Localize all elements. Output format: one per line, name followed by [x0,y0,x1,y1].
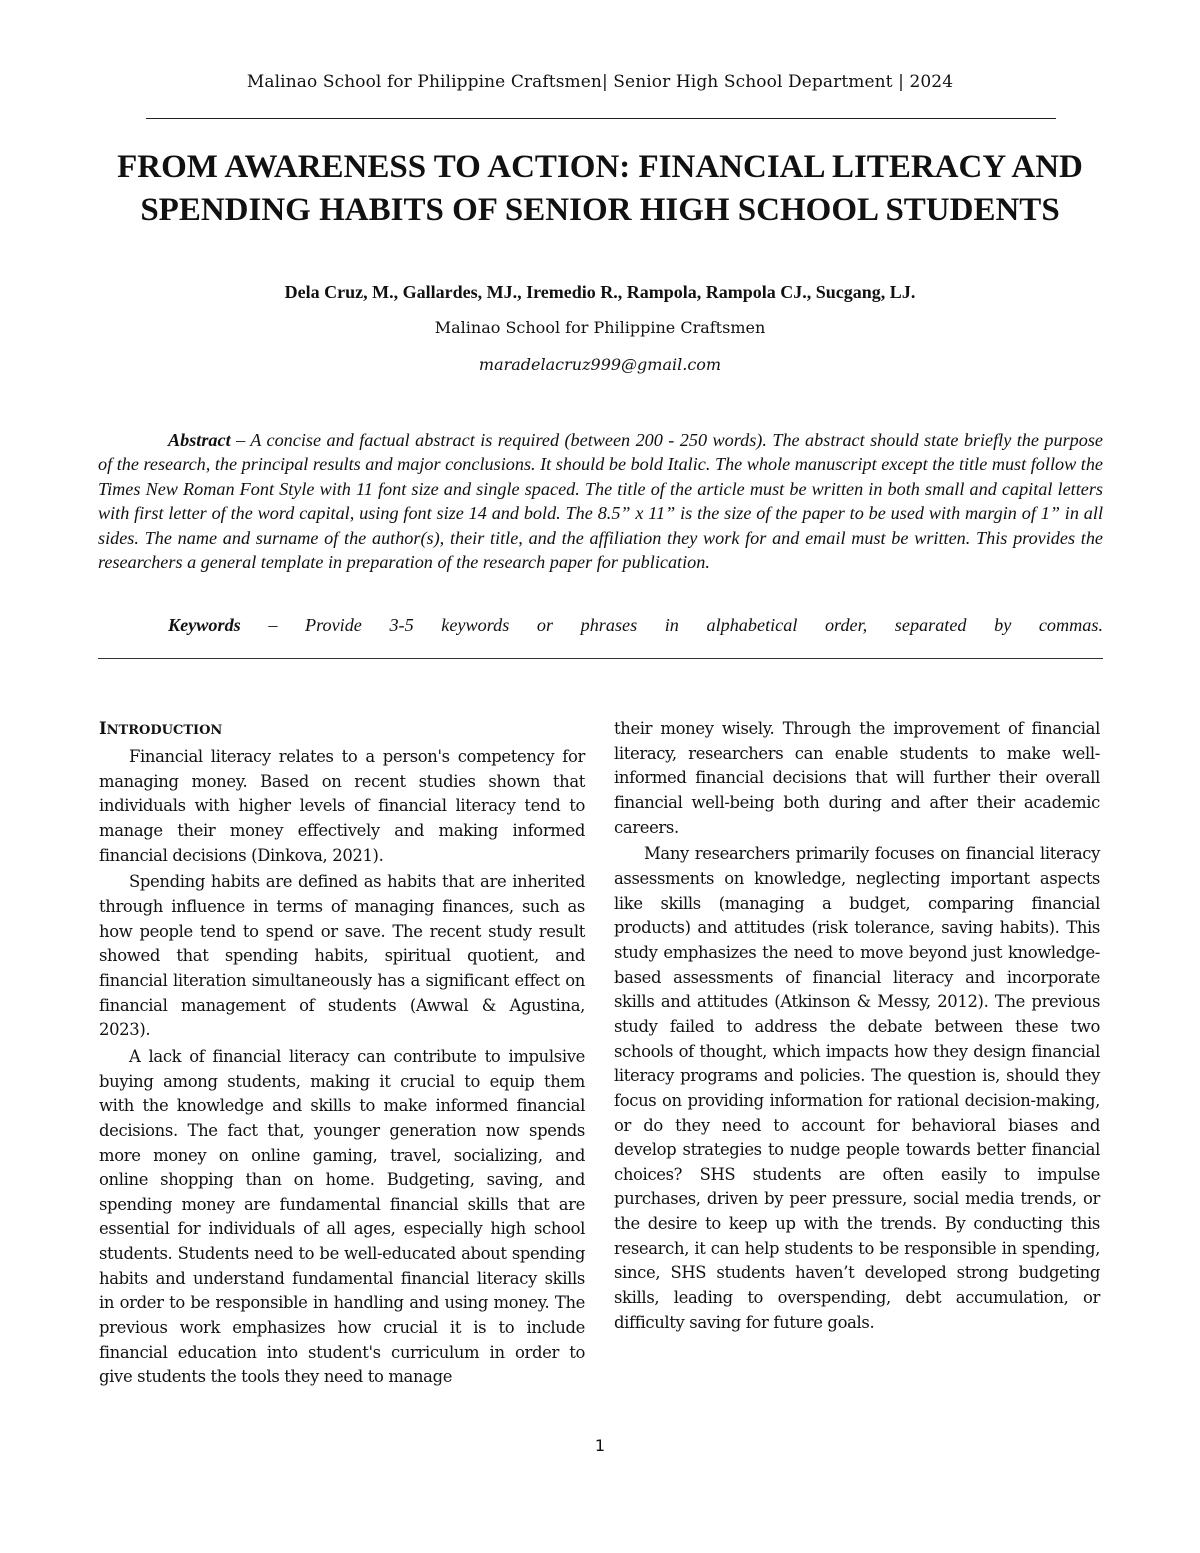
body-paragraph: Financial literacy relates to a person's competency for managing money. Based on recent studies shown that individuals with higher levels of financial literacy tend to manage their money effectively and making informed financial decisions (Dinkova, 2021). [99,747,585,865]
body-paragraph: Spending habits are defined as habits that are inherited through influence in terms of managing finances, such as how people tend to spend or save. The recent study result showed that spending habits, spiritual quotient, and financial literation simultaneously has a significant effect on financial management of students (Awwal & Agustina, 2023). [99,872,585,1040]
page-number: 1 [594,1436,606,1455]
abstract-label: Abstract [168,430,231,450]
right-column [614,717,1100,1335]
keywords-text: – Provide 3-5 keywords or phrases in alphabetical order, separated by commas. [240,615,1103,635]
paper-title: FROM AWARENESS TO ACTION: FINANCIAL LITERACY AND SPENDING HABITS OF SENIOR HIGH SCHOOL STUDENTS [117,149,1083,228]
author-list: Dela Cruz, M., Gallardes, MJ., Iremedio R., Rampola, Rampola CJ., Sucgang, LJ. [284,282,916,302]
author-email: maradelacruz999@gmail.com [478,355,722,374]
body-paragraph: Many researchers primarily focuses on financial literacy assessments on knowledge, neglecting important aspects like skills (managing a budget, comparing financial products) and attitudes (risk tolerance, saving habits). This study emphasizes the need to move beyond just knowledge-based assessments of financial literacy and incorporate skills and attitudes (Atkinson & Messy, 2012). The previous study failed to address the debate between these two schools of thought, which impacts how they design financial literacy programs and policies. The question is, should they focus on providing information for rational decision-making, or do they need to account for behavioral biases and develop strategies to nudge people towards better financial choices? SHS students are often easily to impulse purchases, driven by peer pressure, social media trends, or the desire to keep up with the trends. By conducting this research, it can help students to be responsible in spending, since, SHS students haven’t developed strong budgeting skills, leading to overspending, debt accumulation, or difficulty saving for future goals. [614,844,1100,1332]
header-divider [146,118,1056,119]
body-paragraph: A lack of financial literacy can contribute to impulsive buying among students, making it crucial to equip them with the knowledge and skills to make informed financial decisions. The fact that, younger generation now spends more money on online gaming, travel, socializing, and online shopping than on home. Budgeting, saving, and spending money are fundamental financial skills that are essential for individuals of all ages, especially high school students. Students need to be well-educated about spending habits and understand fundamental financial literacy skills in order to be responsible in handling and using money. The previous work emphasizes how crucial it is to include financial education into student's curriculum in order to give students the tools they need to manage [99,1046,585,1387]
keywords-label: Keywords [168,615,241,635]
abstract-text: – A concise and factual abstract is required (between 200 - 250 words). The abstract should state briefly the purpose of the research, the principal results and major conclusions. It should be bold Italic. The whole manuscript except the title must follow the Times New Roman Font Style with 11 font size and single spaced. The title of the article must be written in both small and capital letters with first letter of the word capital, using font size 14 and bold. The 8.5” x 11” is the size of the paper to be used with margin of 1” in all sides. The name and surname of the author(s), their title, and the affiliation they work for and email must be written. This provides the researchers a general template in preparation of the research paper for publication. [98,430,1103,573]
body-paragraph: their money wisely. Through the improvement of financial literacy, researchers can enable students to make well-informed financial decisions that will further their overall financial well-being both during and after their academic careers. [614,719,1100,837]
keywords [98,613,1103,637]
abstract-divider [98,658,1103,659]
left-column [99,717,585,1390]
section-heading-introduction: INTRODUCTION [99,719,223,738]
author-affiliation: Malinao School for Philippine Craftsmen [434,318,766,337]
running-header: Malinao School for Philippine Craftsmen| Senior High School Department | 2024 [246,72,954,92]
abstract [98,428,1103,574]
